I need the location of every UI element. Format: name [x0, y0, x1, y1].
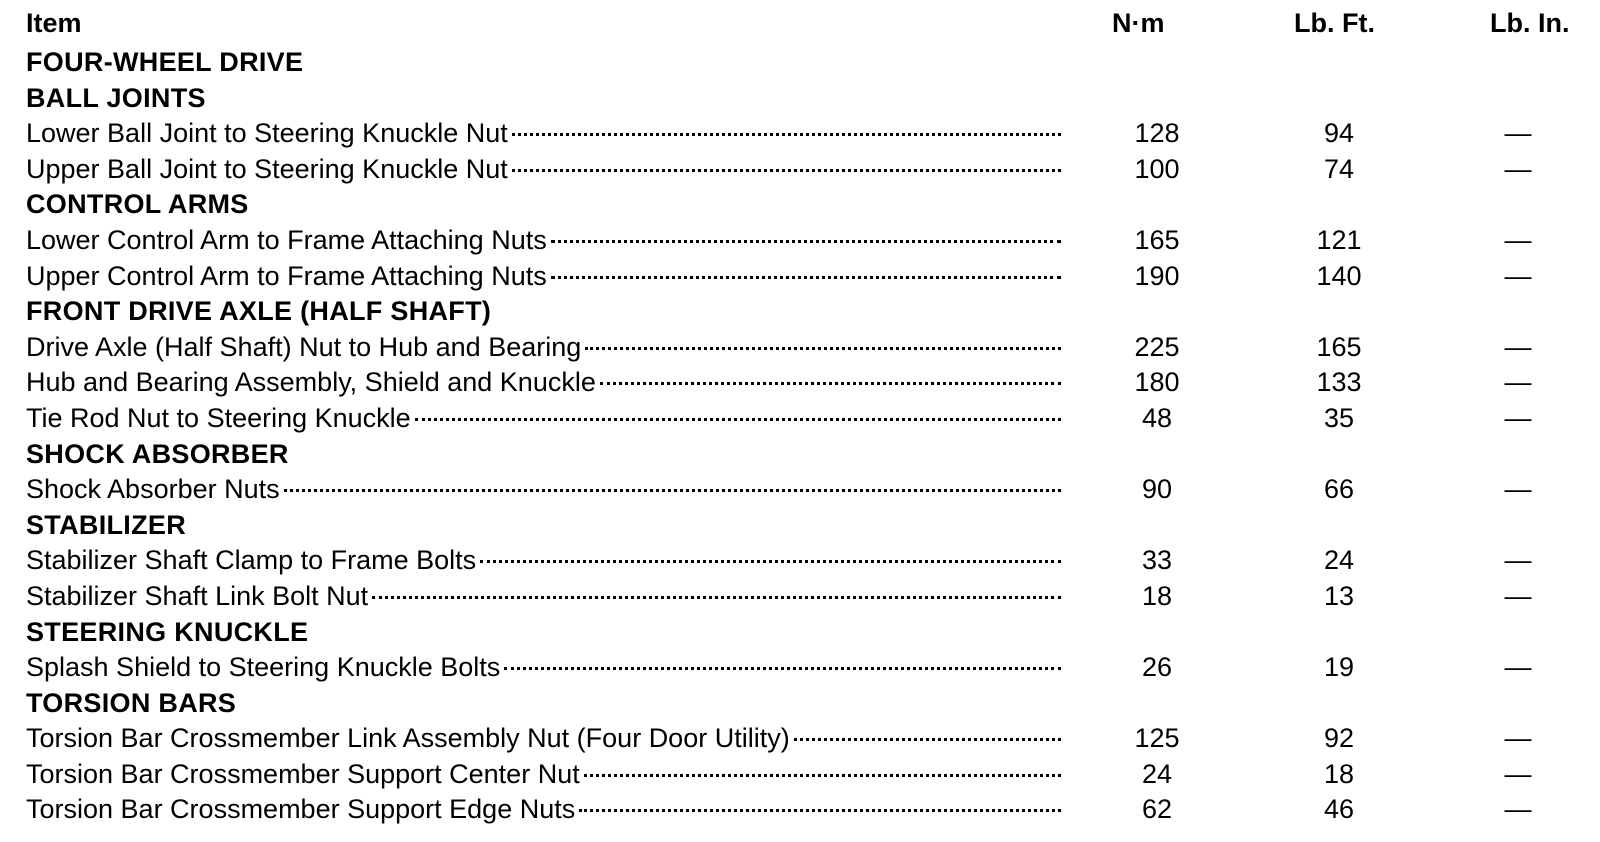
section-heading-row — [0, 437, 1600, 473]
torque-lb-in-value: — — [1504, 224, 1532, 255]
section-heading-row — [0, 294, 1600, 330]
torque-nm-value: 48 — [1141, 402, 1173, 433]
section-heading-row — [0, 45, 1600, 81]
section-heading: STABILIZER — [26, 509, 186, 540]
torque-nm-value: 62 — [1141, 794, 1173, 825]
row-label-cell — [26, 116, 1061, 152]
dot-leader — [415, 418, 1061, 421]
table-row — [0, 650, 1600, 686]
item-label: Tie Rod Nut to Steering Knuckle — [26, 402, 411, 433]
torque-lb-in-value: — — [1504, 545, 1532, 576]
torque-nm-value: 190 — [1134, 260, 1180, 291]
row-label-cell — [26, 472, 1061, 508]
item-label: Upper Control Arm to Frame Attaching Nuts — [26, 260, 547, 291]
torque-lb-ft-value: 121 — [1316, 224, 1362, 255]
column-header-nm: N·m — [1112, 8, 1165, 38]
table-row — [0, 757, 1600, 793]
table-row — [0, 152, 1600, 188]
item-label: Drive Axle (Half Shaft) Nut to Hub and Bearing — [26, 331, 582, 362]
torque-lb-in-value: — — [1504, 474, 1532, 505]
dot-leader — [284, 489, 1061, 492]
torque-lb-ft-value: 94 — [1323, 118, 1355, 149]
torque-lb-in-value: — — [1504, 652, 1532, 683]
row-label-cell — [26, 686, 1061, 722]
column-header-lb-in: Lb. In. — [1490, 8, 1570, 38]
row-label-cell — [26, 152, 1061, 188]
torque-nm-value: 33 — [1141, 545, 1173, 576]
item-label: Upper Ball Joint to Steering Knuckle Nut — [26, 153, 508, 184]
section-heading-row — [0, 187, 1600, 223]
table-row — [0, 365, 1600, 401]
torque-lb-in-value: — — [1504, 367, 1532, 398]
table-row — [0, 223, 1600, 259]
item-label: Torsion Bar Crossmember Link Assembly Nut (Four Door Utility) — [26, 723, 790, 754]
torque-nm-value: 90 — [1141, 474, 1173, 505]
table-row — [0, 543, 1600, 579]
item-label: Stabilizer Shaft Link Bolt Nut — [26, 580, 369, 611]
torque-lb-ft-value: 13 — [1323, 580, 1355, 611]
section-heading: TORSION BARS — [26, 687, 237, 718]
torque-lb-ft-value: 35 — [1323, 402, 1355, 433]
torque-lb-in-value: — — [1504, 153, 1532, 184]
row-label-cell — [26, 294, 1061, 330]
dot-leader — [512, 133, 1061, 136]
section-heading: FRONT DRIVE AXLE (HALF SHAFT) — [26, 296, 492, 327]
row-label-cell — [26, 757, 1061, 793]
torque-lb-in-value: — — [1504, 794, 1532, 825]
row-label-cell — [26, 223, 1061, 259]
torque-lb-ft-value: 165 — [1316, 331, 1362, 362]
torque-lb-ft-value: 19 — [1323, 652, 1355, 683]
torque-nm-value: 180 — [1134, 367, 1180, 398]
row-label-cell — [26, 721, 1061, 757]
table-row — [0, 579, 1600, 615]
section-heading-row — [0, 508, 1600, 544]
row-label-cell — [26, 330, 1061, 366]
dot-leader — [585, 347, 1061, 350]
torque-nm-value: 128 — [1134, 118, 1180, 149]
row-label-cell — [26, 187, 1061, 223]
dot-leader — [551, 240, 1061, 243]
row-label-cell — [26, 508, 1061, 544]
torque-lb-in-value: — — [1504, 118, 1532, 149]
table-row — [0, 401, 1600, 437]
section-heading: STEERING KNUCKLE — [26, 616, 309, 647]
torque-nm-value: 225 — [1134, 331, 1180, 362]
torque-lb-ft-value: 74 — [1323, 153, 1355, 184]
item-label: Hub and Bearing Assembly, Shield and Knuckle — [26, 367, 596, 398]
torque-nm-value: 26 — [1141, 652, 1173, 683]
dot-leader — [551, 276, 1061, 279]
section-heading: BALL JOINTS — [26, 82, 206, 113]
torque-lb-in-value: — — [1504, 723, 1532, 754]
torque-nm-value: 165 — [1134, 224, 1180, 255]
row-label-cell — [26, 792, 1061, 828]
row-label-cell — [26, 365, 1061, 401]
item-label: Shock Absorber Nuts — [26, 474, 280, 505]
dot-leader — [372, 596, 1061, 599]
item-label: Torsion Bar Crossmember Support Edge Nuts — [26, 794, 576, 825]
item-label: Lower Control Arm to Frame Attaching Nuts — [26, 224, 547, 255]
row-label-cell — [26, 543, 1061, 579]
dot-leader — [579, 809, 1061, 812]
row-label-cell — [26, 45, 1061, 81]
torque-nm-value: 18 — [1141, 580, 1173, 611]
item-label: Lower Ball Joint to Steering Knuckle Nut — [26, 118, 508, 149]
row-label-cell — [26, 615, 1061, 651]
dot-leader — [600, 382, 1061, 385]
table-header — [0, 8, 1600, 42]
row-label-cell — [26, 437, 1061, 473]
row-label-cell — [26, 579, 1061, 615]
torque-lb-ft-value: 24 — [1323, 545, 1355, 576]
table-row — [0, 259, 1600, 295]
row-label-cell — [26, 650, 1061, 686]
torque-lb-ft-value: 133 — [1316, 367, 1362, 398]
torque-lb-ft-value: 18 — [1323, 758, 1355, 789]
dot-leader — [504, 667, 1061, 670]
section-heading: CONTROL ARMS — [26, 189, 249, 220]
table-row — [0, 472, 1600, 508]
row-label-cell — [26, 401, 1061, 437]
torque-lb-ft-value: 66 — [1323, 474, 1355, 505]
table-row — [0, 721, 1600, 757]
section-heading: SHOCK ABSORBER — [26, 438, 289, 469]
table-row — [0, 330, 1600, 366]
row-label-cell — [26, 81, 1061, 117]
torque-nm-value: 125 — [1134, 723, 1180, 754]
dot-leader — [794, 738, 1061, 741]
torque-nm-value: 100 — [1134, 153, 1180, 184]
torque-specifications-table — [0, 45, 1600, 828]
torque-lb-ft-value: 92 — [1323, 723, 1355, 754]
torque-lb-ft-value: 46 — [1323, 794, 1355, 825]
section-heading-row — [0, 686, 1600, 722]
table-row — [0, 792, 1600, 828]
column-header-lb-ft: Lb. Ft. — [1294, 8, 1375, 38]
torque-lb-in-value: — — [1504, 331, 1532, 362]
item-label: Torsion Bar Crossmember Support Center Nut — [26, 758, 580, 789]
torque-lb-ft-value: 140 — [1316, 260, 1362, 291]
item-label: Stabilizer Shaft Clamp to Frame Bolts — [26, 545, 477, 576]
dot-leader — [584, 774, 1061, 777]
torque-lb-in-value: — — [1504, 580, 1532, 611]
torque-lb-in-value: — — [1504, 260, 1532, 291]
dot-leader — [512, 169, 1061, 172]
row-label-cell — [26, 259, 1061, 295]
section-heading: FOUR-WHEEL DRIVE — [26, 47, 304, 77]
torque-lb-in-value: — — [1504, 758, 1532, 789]
dot-leader — [480, 560, 1061, 563]
section-heading-row — [0, 615, 1600, 651]
torque-nm-value: 24 — [1141, 758, 1173, 789]
column-header-item: Item — [26, 8, 82, 38]
item-label: Splash Shield to Steering Knuckle Bolts — [26, 652, 501, 683]
torque-lb-in-value: — — [1504, 402, 1532, 433]
section-heading-row — [0, 81, 1600, 117]
table-row — [0, 116, 1600, 152]
